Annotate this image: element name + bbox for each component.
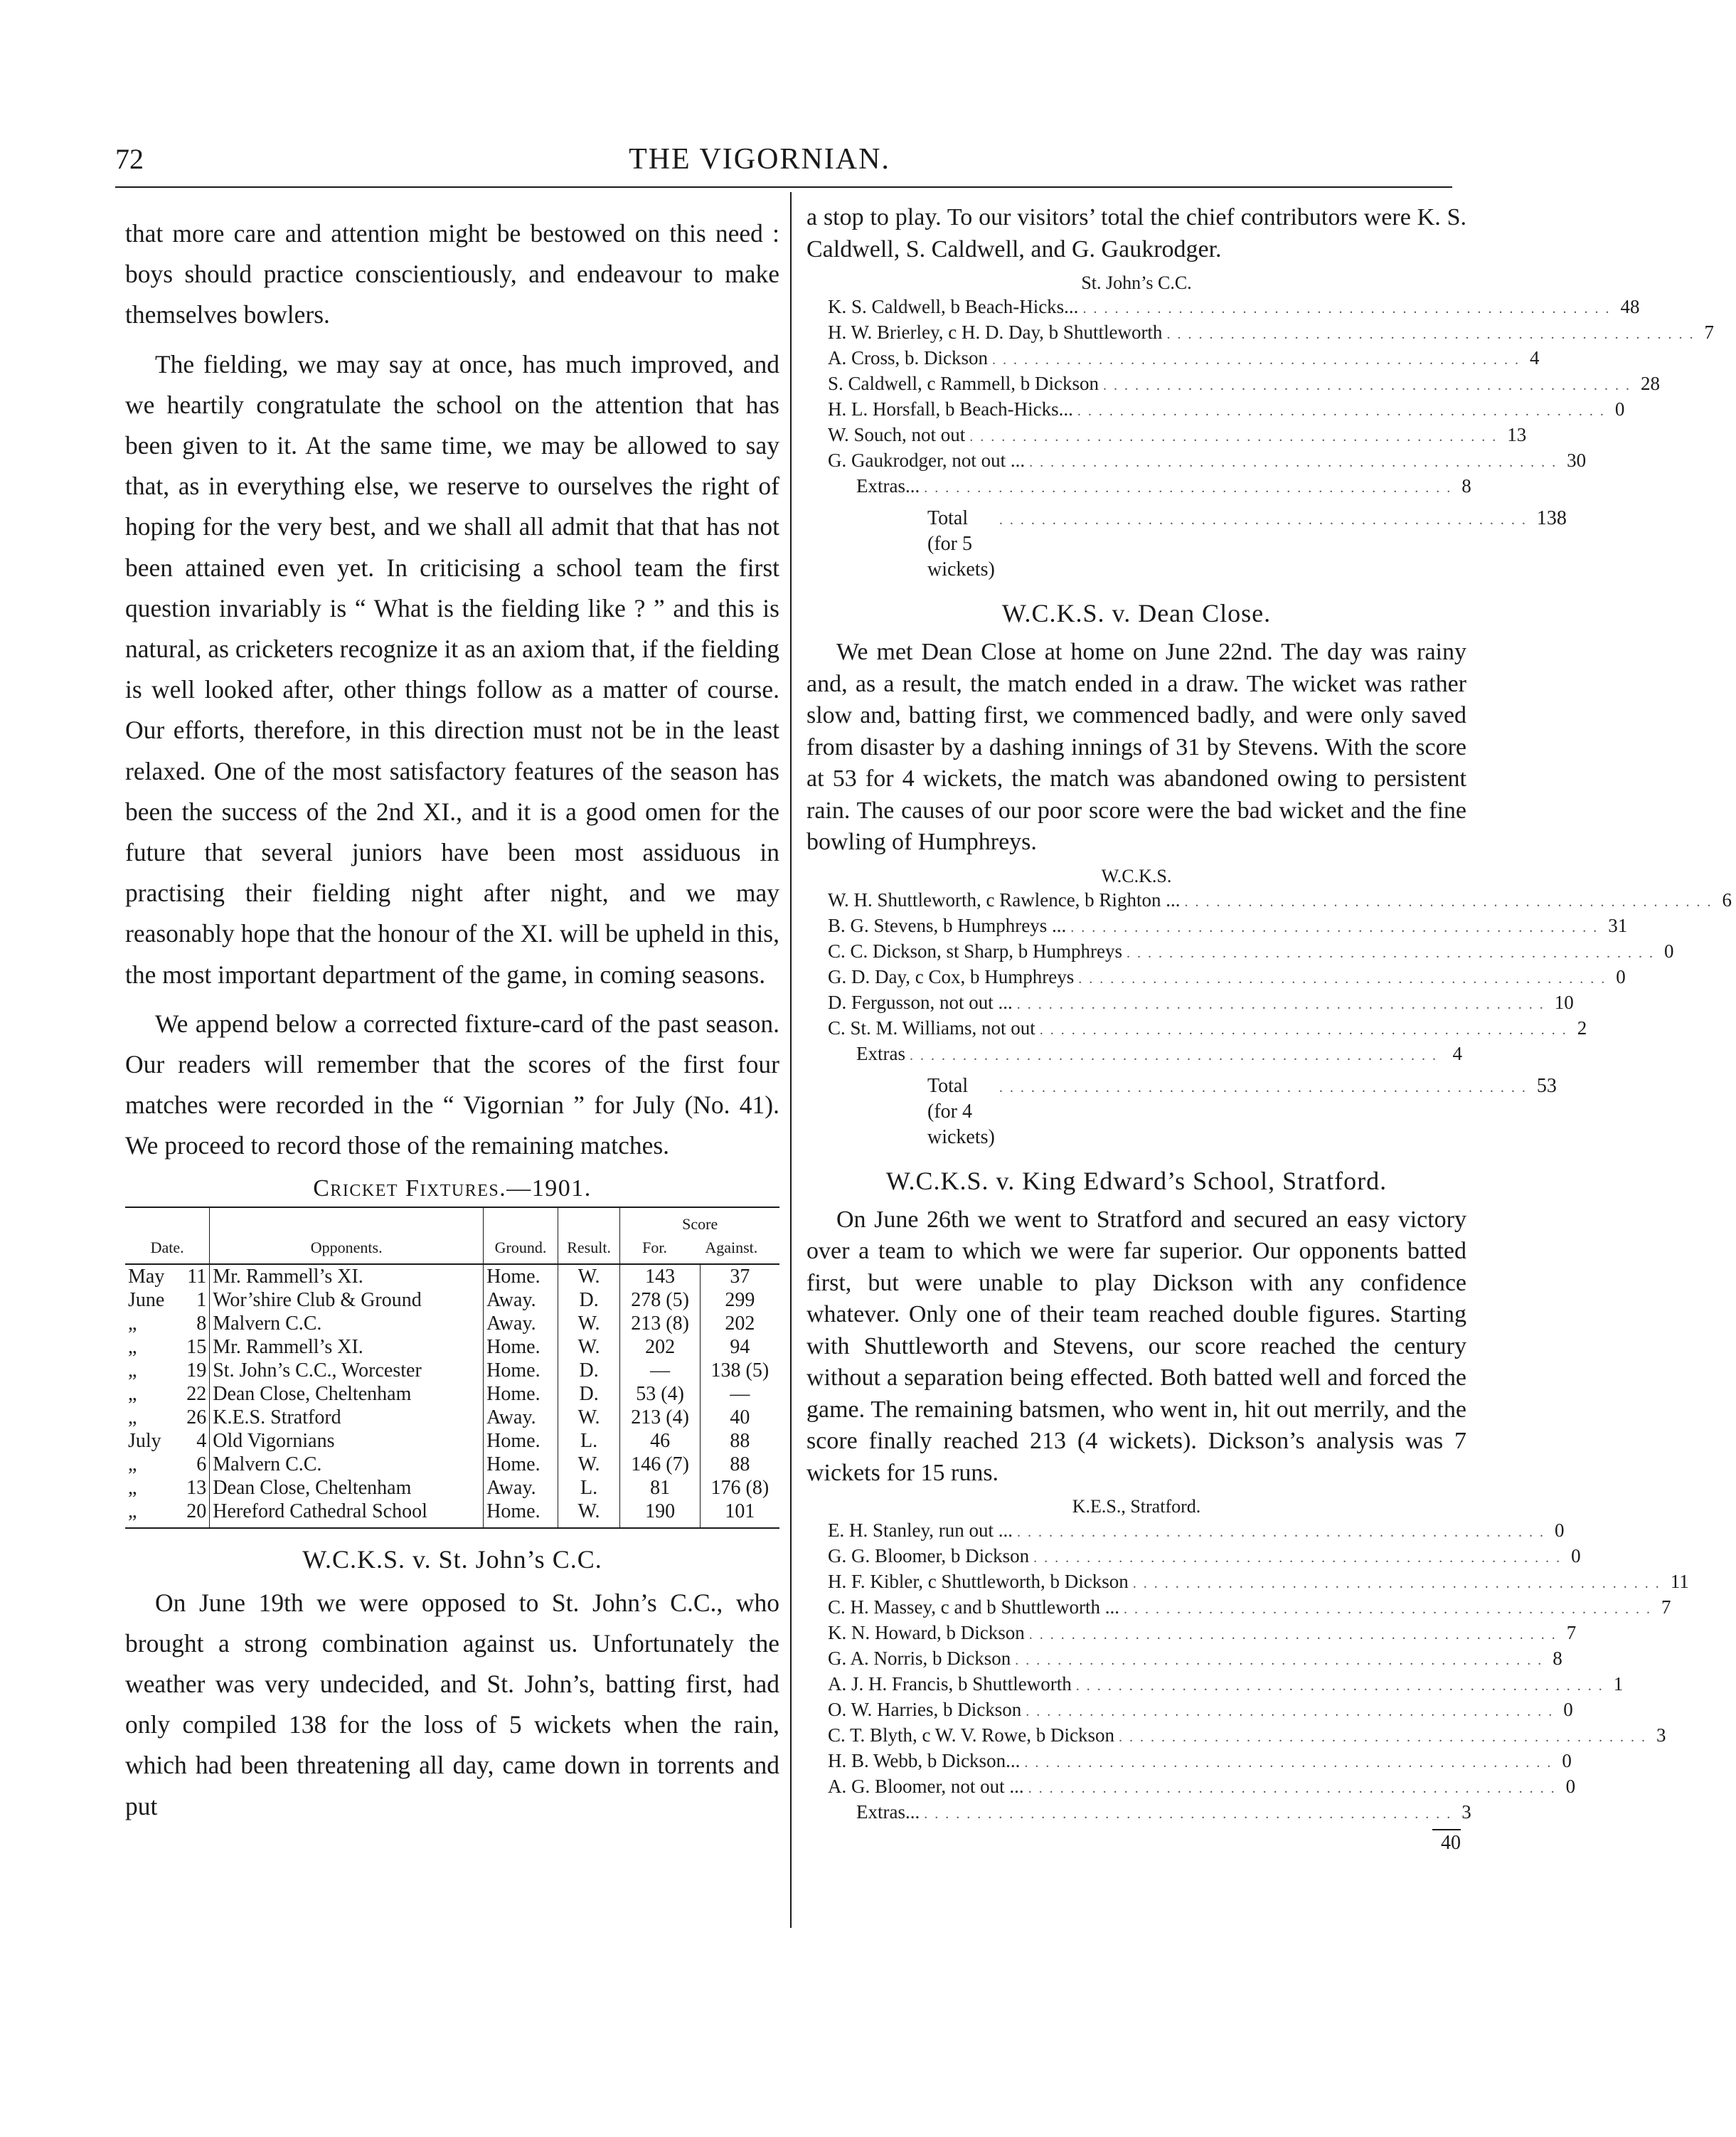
fixture-against: 299	[725, 1288, 755, 1311]
fixture-against: 37	[730, 1265, 750, 1288]
batsman-name: C. St. M. Williams, not out	[828, 1017, 1035, 1039]
leader-dots: ..................................................	[909, 1047, 1443, 1064]
kes-heading: W.C.K.S. v. King Edward’s School, Stratford.	[885, 1166, 1388, 1195]
fixture-row	[125, 1359, 779, 1382]
fixture-for: 278 (5)	[620, 1288, 700, 1312]
fixture-day: 4	[178, 1429, 210, 1453]
fixture-day: 22	[178, 1382, 210, 1406]
fixture-ground: Home.	[484, 1264, 558, 1288]
fixture-ground: Home.	[484, 1429, 558, 1453]
batsman-name: A. Cross, b. Dickson	[828, 347, 989, 368]
fixture-row	[125, 1382, 779, 1406]
kes-total: 40	[1441, 1832, 1461, 1854]
fixture-ground: Away.	[484, 1476, 558, 1500]
batsman-runs: 7	[1566, 1622, 1577, 1643]
left-column	[125, 213, 779, 1835]
batsman-line	[806, 1698, 1573, 1724]
batsman-name: S. Caldwell, c Rammell, b Dickson	[828, 373, 1099, 394]
batsman-name: K. N. Howard, b Dickson	[828, 1622, 1025, 1643]
header-opponents: Opponents.	[210, 1207, 484, 1264]
leader-dots: ..................................................	[1028, 1627, 1562, 1643]
fixture-opponent: Dean Close, Cheltenham	[210, 1476, 484, 1500]
fixtures-header-row	[125, 1207, 779, 1264]
fixture-month: „	[128, 1312, 137, 1335]
batsman-line	[806, 1570, 1689, 1596]
leader-dots: ..................................................	[999, 1079, 1533, 1096]
batsman-line	[806, 889, 1732, 914]
header-for: For.	[642, 1238, 667, 1256]
wcks-card-title: W.C.K.S.	[1101, 865, 1172, 886]
fixture-intro-paragraph: We append below a corrected fixture-card of the past season. Our readers will remember that the scores of the first four matches were recorded in the “ Vigornian ” for July (No. 41). We proceed to record those of the remaining matches.	[125, 1009, 779, 1160]
batsman-line	[806, 1775, 1576, 1801]
fixture-month: „	[128, 1453, 137, 1475]
fixture-row	[125, 1429, 779, 1453]
batsman-runs: 0	[1562, 1750, 1572, 1771]
leader-dots: ..................................................	[1016, 1524, 1550, 1540]
batsman-runs: 1	[1613, 1673, 1624, 1695]
batsman-name: O. W. Harries, b Dickson	[828, 1699, 1022, 1720]
stjohns-total	[806, 506, 1567, 583]
fixture-ground: Home.	[484, 1359, 558, 1382]
fixture-month: „	[128, 1359, 137, 1382]
leader-dots: ..................................................	[1039, 1022, 1573, 1038]
batsman-runs: 0	[1554, 1520, 1565, 1541]
fixture-ground: Away.	[484, 1406, 558, 1429]
fixture-for: 53 (4)	[620, 1382, 700, 1406]
fixture-opponent: K.E.S. Stratford	[210, 1406, 484, 1429]
batsman-runs: 11	[1670, 1571, 1689, 1592]
stjohns-paragraph: On June 19th we were opposed to St. John’s C.C., who brought a strong combination against us. Unfortunately the weather was very undecided, and St. John’s, batting first, had only compiled 138 for the loss of 5 wickets when the rain, which had been threatening all day, came down in torrents and put	[125, 1588, 779, 1820]
batsman-runs: 3	[1461, 1801, 1471, 1823]
batsman-name: W. Souch, not out	[828, 424, 966, 445]
batsman-runs: 8	[1553, 1648, 1562, 1669]
batsman-line	[806, 423, 1527, 449]
fixture-result: W.	[558, 1312, 620, 1335]
deanclose-paragraph: We met Dean Close at home on June 22nd. The day was rainy and, as a result, the match ended in a draw. The wicket was rather slow and, batting first, we commenced badly, and were only saved from disaster by a dashing innings of 31 by Stevens. With the score at 53 for 4 wickets, the match was abandoned owing to persistent rain. The causes of our poor score were the bad wicket and the fine bowling of Humphreys.	[806, 639, 1466, 855]
batsman-line	[806, 1544, 1581, 1570]
kes-paragraph: On June 26th we went to Stratford and secured an easy victory over a team to which we were far superior. Our opponents batted first, but were unable to play Dickson with any confidence whatever. Only one of their team reached double figures. Starting with Shuttleworth and Stevens, our score reached the century without a separation being effected. Both batted well and forced the game. The remaining batsmen, who went in, hit out merrily, and the score finally reached 213 (4 wickets). Dickson’s analysis was 7 wickets for 15 runs.	[806, 1206, 1466, 1486]
batsman-name: Extras	[856, 1042, 905, 1064]
batsman-line	[806, 1519, 1565, 1544]
batsman-runs: 6	[1722, 889, 1732, 911]
batsman-line	[806, 1724, 1666, 1749]
fixture-opponent: Malvern C.C.	[210, 1312, 484, 1335]
fixture-row	[125, 1406, 779, 1429]
fixture-ground: Home.	[484, 1453, 558, 1476]
batsman-runs: 28	[1640, 373, 1660, 394]
header-score	[620, 1207, 779, 1264]
batsman-runs: 31	[1608, 914, 1628, 936]
stjohns-heading: W.C.K.S. v. St. John’s C.C.	[302, 1544, 602, 1574]
batsman-name: A. J. H. Francis, b Shuttleworth	[828, 1673, 1072, 1695]
fixture-opponent: Wor’shire Club & Ground	[210, 1288, 484, 1312]
batsman-runs: 48	[1620, 296, 1640, 317]
fixture-result: D.	[558, 1359, 620, 1382]
fixture-month: „	[128, 1406, 137, 1428]
leader-dots: ..................................................	[1075, 1678, 1609, 1694]
fixture-month: June	[128, 1288, 165, 1311]
fixture-result: W.	[558, 1453, 620, 1476]
batsman-line	[806, 295, 1640, 321]
left-paragraph-1: that more care and attention might be bestowed on this need : boys should practice conscientiously, and endeavour to make themselves bowlers.	[125, 219, 779, 329]
header-ground: Ground.	[484, 1207, 558, 1264]
fixture-opponent: Hereford Cathedral School	[210, 1500, 484, 1528]
batsman-line	[806, 398, 1625, 423]
fixture-day: 6	[178, 1453, 210, 1476]
fixture-row	[125, 1476, 779, 1500]
fixture-for: 213 (4)	[620, 1406, 700, 1429]
batsman-name: A. G. Bloomer, not out ...	[828, 1776, 1024, 1797]
batsman-line	[806, 449, 1587, 474]
fixture-ground: Away.	[484, 1312, 558, 1335]
fixture-day: 20	[178, 1500, 210, 1528]
fixture-against: 202	[725, 1312, 755, 1335]
batsman-line	[806, 914, 1628, 940]
leader-dots: ..................................................	[1070, 919, 1604, 935]
leader-dots: ..................................................	[1029, 455, 1563, 470]
total-label: Total (for 5 wickets)	[927, 507, 995, 580]
total-runs: 138	[1536, 507, 1567, 529]
batsman-name: G. A. Norris, b Dickson	[828, 1648, 1011, 1669]
batsman-runs: 7	[1704, 322, 1714, 343]
fixture-day: 19	[178, 1359, 210, 1382]
batsman-name: Extras...	[856, 475, 920, 497]
batsman-name: E. H. Stanley, run out ...	[828, 1520, 1013, 1541]
fixture-ground: Home.	[484, 1382, 558, 1406]
batsman-name: C. C. Dickson, st Sharp, b Humphreys	[828, 940, 1122, 962]
leader-dots: ..................................................	[1132, 1576, 1666, 1591]
fixture-for: 202	[620, 1335, 700, 1359]
leader-dots: ..................................................	[1082, 301, 1617, 317]
leader-dots: ..................................................	[1184, 893, 1718, 910]
batsman-line	[806, 1647, 1562, 1672]
fixture-against: —	[730, 1382, 750, 1405]
batsman-runs: 7	[1661, 1596, 1671, 1618]
batsman-runs: 10	[1554, 991, 1574, 1013]
fixture-against: 176 (8)	[710, 1476, 770, 1499]
fielding-paragraph: The fielding, we may say at once, has much improved, and we heartily congratulate the school on the attention that has been given to it. At the same time, we may be allowed to say that, as in everything else, we reserve to ourselves the right of hoping for the very best, and we shall all admit that that has not been attained even yet. In criticising a school team the first question invariably is “ What is the fielding like ? ” and this is natural, as cricketers recognize it as an axiom that, if the fielding is well looked after, other things follow as a matter of course. Our efforts, therefore, in this direction must not be in the least relaxed. One of the most satisfactory features of the season has been the success of the 2nd XI., and it is a good omen for the future that several juniors have been most assiduous in practising their fielding night after night, and we may reasonably hope that the honour of the XI. will be upheld in this, the most important department of the game, in coming seasons.	[125, 349, 779, 989]
header-date: Date.	[125, 1207, 210, 1264]
fixture-opponent: Mr. Rammell’s XI.	[210, 1264, 484, 1288]
batsman-line	[806, 1017, 1587, 1042]
fixture-for: 146 (7)	[620, 1453, 700, 1476]
leader-dots: ..................................................	[999, 512, 1533, 528]
fixture-day: 11	[178, 1264, 210, 1288]
batsman-line	[806, 1596, 1671, 1621]
batsman-runs: 0	[1571, 1545, 1581, 1566]
fixtures-table	[125, 1207, 779, 1529]
total-runs: 53	[1536, 1074, 1557, 1097]
fixture-month: „	[128, 1476, 137, 1499]
header-score-label: Score	[682, 1214, 718, 1233]
fixture-row	[125, 1312, 779, 1335]
batsman-line	[806, 321, 1714, 346]
fixture-against: 40	[730, 1406, 750, 1428]
leader-dots: ..................................................	[1015, 1653, 1549, 1668]
column-rule	[790, 192, 792, 1928]
leader-dots: ..................................................	[1078, 970, 1612, 987]
batsman-runs: 0	[1565, 1776, 1576, 1797]
fixture-opponent: St. John’s C.C., Worcester	[210, 1359, 484, 1382]
leader-dots: ..................................................	[969, 429, 1503, 445]
wcks-scorecard	[806, 889, 1732, 1068]
batsman-name: H. L. Horsfall, b Beach-Hicks...	[828, 398, 1073, 420]
batsman-name: G. G. Bloomer, b Dickson	[828, 1545, 1030, 1566]
fixture-for: 143	[620, 1264, 700, 1288]
fixture-against: 88	[730, 1453, 750, 1475]
right-paragraph-1: a stop to play. To our visitors’ total the chief contributors were K. S. Caldwell, S. Caldwell, and G. Gaukrodger.	[806, 204, 1466, 263]
fixture-result: L.	[558, 1429, 620, 1453]
leader-dots: ..................................................	[1028, 1781, 1562, 1796]
fixture-ground: Home.	[484, 1500, 558, 1528]
fixture-month: „	[125, 1500, 178, 1528]
fixture-day: 1	[178, 1288, 210, 1312]
fixture-ground: Away.	[484, 1288, 558, 1312]
batsman-name: G. Gaukrodger, not out ...	[828, 450, 1026, 471]
fixture-month: July	[128, 1429, 161, 1452]
batsman-line	[806, 1042, 1466, 1068]
fixture-opponent: Malvern C.C.	[210, 1453, 484, 1476]
batsman-runs: 3	[1656, 1724, 1666, 1746]
batsman-line	[806, 1749, 1572, 1775]
fixture-against: 138 (5)	[710, 1359, 770, 1382]
batsman-runs: 30	[1567, 450, 1587, 471]
leader-dots: ..................................................	[1119, 1729, 1653, 1745]
batsman-line	[806, 940, 1674, 965]
fixture-result: W.	[558, 1335, 620, 1359]
batsman-line	[806, 1621, 1577, 1647]
batsman-name: G. D. Day, c Cox, b Humphreys	[828, 965, 1075, 987]
batsman-runs: 0	[1563, 1699, 1573, 1720]
fixture-result: D.	[558, 1288, 620, 1312]
leader-dots: ..................................................	[1123, 1601, 1657, 1617]
leader-dots: ..................................................	[1127, 945, 1660, 961]
batsman-runs: 8	[1461, 475, 1471, 497]
fixture-row	[125, 1335, 779, 1359]
fixture-for: 81	[620, 1476, 700, 1500]
leader-dots: ..................................................	[1166, 327, 1700, 342]
fixture-day: 15	[178, 1335, 210, 1359]
leader-dots: ..................................................	[1077, 403, 1611, 419]
fixture-month: „	[128, 1382, 137, 1405]
fixture-for: —	[620, 1359, 700, 1382]
stjohns-scorecard	[806, 295, 1714, 500]
batsman-runs: 2	[1577, 1017, 1587, 1039]
fixture-against: 88	[730, 1429, 750, 1452]
batsman-line	[806, 1801, 1471, 1826]
fixtures-title: Cricket Fixtures.—1901.	[313, 1174, 592, 1202]
batsman-name: H. W. Brierley, c H. D. Day, b Shuttleworth	[828, 322, 1163, 343]
right-column	[806, 202, 1732, 1856]
fixture-row	[125, 1453, 779, 1476]
batsman-runs: 13	[1507, 424, 1527, 445]
leader-dots: ..................................................	[924, 480, 1458, 496]
batsman-name: H. B. Webb, b Dickson...	[828, 1750, 1021, 1771]
fixture-for: 213 (8)	[620, 1312, 700, 1335]
header-result: Result.	[558, 1207, 620, 1264]
batsman-line	[806, 991, 1574, 1017]
total-label: Total (for 4 wickets)	[927, 1074, 995, 1148]
fixture-day: 8	[178, 1312, 210, 1335]
fixture-result: L.	[558, 1476, 620, 1500]
fixture-row	[125, 1288, 779, 1312]
batsman-line	[806, 1672, 1624, 1698]
stjohns-card-title: St. John’s C.C.	[1081, 272, 1192, 293]
batsman-runs: 0	[1614, 398, 1625, 420]
batsman-runs: 0	[1616, 965, 1626, 987]
kes-card-title: K.E.S., Stratford.	[1072, 1496, 1201, 1517]
fixture-row	[125, 1500, 779, 1528]
kes-scorecard	[806, 1519, 1689, 1826]
fixture-for: 190	[620, 1500, 700, 1528]
fixture-ground: Home.	[484, 1335, 558, 1359]
batsman-name: B. G. Stevens, b Humphreys ...	[828, 914, 1067, 936]
deanclose-heading: W.C.K.S. v. Dean Close.	[1001, 599, 1272, 627]
fixture-opponent: Old Vigornians	[210, 1429, 484, 1453]
fixture-result: D.	[558, 1382, 620, 1406]
fixture-result: W.	[558, 1500, 620, 1528]
fixture-day: 13	[178, 1476, 210, 1500]
batsman-runs: 4	[1530, 347, 1540, 368]
batsman-name: W. H. Shuttleworth, c Rawlence, b Righton ...	[828, 889, 1181, 911]
leader-dots: ..................................................	[992, 352, 1526, 368]
fixture-month: „	[128, 1335, 137, 1358]
batsman-name: D. Fergusson, not out ...	[828, 991, 1013, 1013]
batsman-line	[806, 965, 1626, 991]
fixture-against: 94	[730, 1335, 750, 1358]
header-against: Against.	[705, 1238, 758, 1256]
batsman-name: C. H. Massey, c and b Shuttleworth ...	[828, 1596, 1119, 1618]
leader-dots: ..................................................	[1033, 1550, 1567, 1566]
batsman-name: K. S. Caldwell, b Beach-Hicks...	[828, 296, 1079, 317]
batsman-runs: 0	[1664, 940, 1674, 962]
fixture-row	[125, 1264, 779, 1288]
leader-dots: ..................................................	[1016, 996, 1550, 1012]
batsman-name: Extras...	[856, 1801, 920, 1823]
fixture-for: 46	[620, 1429, 700, 1453]
fixture-opponent: Mr. Rammell’s XI.	[210, 1335, 484, 1359]
wcks-total	[806, 1073, 1557, 1150]
fixture-result: W.	[558, 1406, 620, 1429]
leader-dots: ..................................................	[1102, 378, 1636, 393]
fixture-against: 101	[700, 1500, 779, 1528]
running-title: THE VIGORNIAN.	[629, 143, 890, 176]
leader-dots: ..................................................	[924, 1806, 1458, 1822]
batsman-runs: 4	[1452, 1042, 1462, 1064]
batsman-line	[806, 372, 1660, 398]
batsman-line	[806, 346, 1540, 372]
fixture-result: W.	[558, 1264, 620, 1288]
header-rule	[115, 186, 1452, 188]
batsman-line	[806, 474, 1471, 500]
batsman-name: C. T. Blyth, c W. V. Rowe, b Dickson	[828, 1724, 1115, 1746]
fixture-day: 26	[178, 1406, 210, 1429]
leader-dots: ..................................................	[1024, 1755, 1558, 1771]
batsman-name: H. F. Kibler, c Shuttleworth, b Dickson	[828, 1571, 1129, 1592]
leader-dots: ..................................................	[1026, 1704, 1560, 1719]
page-number: 72	[115, 143, 144, 175]
fixture-month: May	[128, 1265, 165, 1288]
fixture-opponent: Dean Close, Cheltenham	[210, 1382, 484, 1406]
